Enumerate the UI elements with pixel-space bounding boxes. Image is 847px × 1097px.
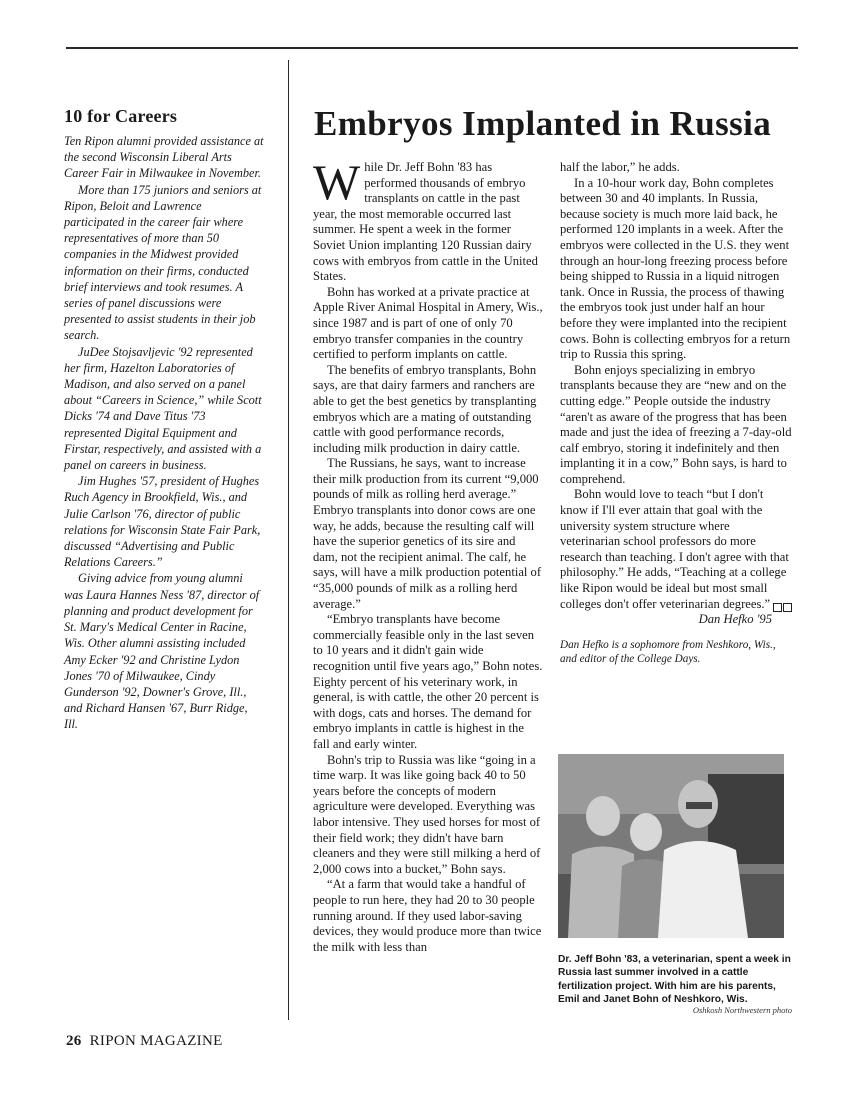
- article-paragraph: Bohn would love to teach “but I don't know if I'll ever attain that goal with the university system structure where veterinarian school professors do more research than teaching. I don't agree with that philosophy.” He adds, “Teaching at a college like Ripon would be ideal but most small colleges don't offer veterinarian degrees.”: [560, 487, 789, 611]
- sidebar: [64, 106, 264, 733]
- article-paragraph: Bohn enjoys specializing in embryo transplants because they are “new and on the cutting edge.” People outside the industry “aren't as aware of the progress that has been made and just the idea of freezing a 7-day-old calf embryo, storing it indefinitely and then implanting it in a cow,” Bohn says, is hard to comprehend.: [560, 362, 792, 486]
- article-paragraph: The Russians, he says, want to increase their milk production from its current “9,000 pounds of milk as rolling herd average.” Embryo transplants into donor cows are one way, he adds, because the resulting calf will have the superior genetics of its sire and dam, not the recipient animal. The calf, he says, will have a milk production potential of “35,000 pounds of milk as a rolling herd average.”: [313, 456, 542, 611]
- article-paragraph: “At a farm that would take a handful of people to run here, they had 20 to 30 people running around. If they used labor-saving devices, they would produce more than twice the milk with less than: [313, 877, 542, 954]
- article-paragraph: In a 10-hour work day, Bohn completes between 30 and 40 implants. In Russia, because society is much more laid back, he performed 120 implants in a week. After the embryos were collected in the U.S. they went through an hour-long freezing process before being shipped to Russia in a liquid nitrogen tank. Once in Russia, the process of thawing the embryos took just under half an hour before they were implanted into the recipient cows. Bohn is collecting embryos for a return trip to Russia this spring.: [560, 175, 791, 362]
- article-paragraph: “Embryo transplants have become commercially feasible only in the last seven to 10 years and it didn't gain wide recognition until five years ago,” Bohn notes. Eighty percent of his veterinary work, in general, is with cattle, the other 20 percent is with dogs, cats and horses. The demand for embryo implants in cattle is highest in the fall and early winter.: [313, 612, 543, 751]
- drop-cap: W: [313, 154, 361, 210]
- author-bio: Dan Hefko is a sophomore from Neshkoro, Wis., and editor of the College Days.: [560, 638, 776, 666]
- sidebar-paragraph: Giving advice from young alumni was Laura Hannes Ness '87, director of planning and product development for St. Mary's Medical Center in Racine, Wis. Other alumni assisting included Amy Ecker '92 and Christine Lydon Jones '70 of Milwaukee, Cindy Gunderson '92, Downer's Grove, Ill., and Richard Hansen '67, Burr Ridge, Ill.: [64, 571, 260, 732]
- article-paragraph: [313, 154, 543, 285]
- end-marks: [772, 598, 792, 616]
- sidebar-paragraph: Ten Ripon alumni provided assistance at the second Wisconsin Liberal Arts Career Fair in Milwaukee in November.: [64, 134, 264, 181]
- photo-credit: Oshkosh Northwestern photo: [692, 1005, 792, 1015]
- top-rule: [66, 47, 798, 49]
- sidebar-paragraph: More than 175 juniors and seniors at Ripon, Beloit and Lawrence participated in the career fair where representatives of more than 50 companies in the Midwest provided information on their firms, conducted brief interviews and took resumes. A series of panel discussions were presented to assist students in their job search.: [64, 182, 262, 343]
- page-number: 26: [66, 1033, 82, 1049]
- end-mark-icon: [773, 603, 782, 612]
- article-column-2: [560, 160, 792, 667]
- article-paragraph: half the labor,” he adds.: [560, 160, 680, 174]
- column-divider: [288, 60, 289, 1020]
- sidebar-paragraph: Jim Hughes '57, president of Hughes Ruch Agency in Brookfield, Wis., and Julie Carlson '76, director of public relations for Wisconsin State Fair Park, discussed “Advertising and Public Relations Careers.”: [64, 474, 261, 570]
- photo-image: [558, 754, 784, 938]
- article-paragraph: Bohn's trip to Russia was like “going in a time warp. It was like going back 40 to 50 years before the concepts of modern agriculture were developed. Everything was labor intensive. They used horses for most of their field work; they didn't have barn cleaners and they were still milking a herd of 2,000 cows into a bucket,” Bohn says.: [313, 752, 541, 876]
- sidebar-title: 10 for Careers: [64, 106, 178, 126]
- article-paragraph: The benefits of embryo transplants, Bohn says, are that dairy farmers and ranchers are able to get the best genetics by transplanting embryos which are a mating of outstanding cattle with good performance records, including milk production in dairy cattle.: [313, 362, 537, 455]
- end-mark-icon: [783, 603, 792, 612]
- photo-bohn-family: [558, 754, 784, 938]
- article-paragraph: Bohn has worked at a private practice at Apple River Animal Hospital in Amery, Wis., since 1987 and is part of one of only 70 embryo transfer companies in the country certified to perform implants on cattle.: [313, 284, 543, 362]
- author-signature: Dan Hefko '95: [698, 612, 772, 627]
- article-column-1: [313, 154, 543, 955]
- article-paragraph-text: hile Dr. Jeff Bohn '83 has performed thousands of embryo transplants on cattle in the past year, the most memorable occurred last summer. He spent a week in the former Soviet Union implanting 120 Russian dairy cows with embryos from cattle in the United States.: [313, 160, 538, 284]
- photo-caption: Dr. Jeff Bohn '83, a veterinarian, spent a week in Russia last summer involved in a cattle fertilization project. With him are his parents, Emil and Janet Bohn of Neshkoro, Wis.: [558, 954, 791, 1006]
- publication-name: RIPON MAGAZINE: [89, 1033, 223, 1049]
- sidebar-paragraph: JuDee Stojsavljevic '92 represented her firm, Hazelton Laboratories of Madison, and also served on a panel about “Careers in Science,” while Scott Dicks '74 and Dave Titus '73 represented Digital Equipment and Firstar, respectively, and assisted with a panel on careers in business.: [64, 344, 262, 473]
- article-headline: Embryos Implanted in Russia: [314, 104, 772, 143]
- page-footer: [66, 1033, 223, 1050]
